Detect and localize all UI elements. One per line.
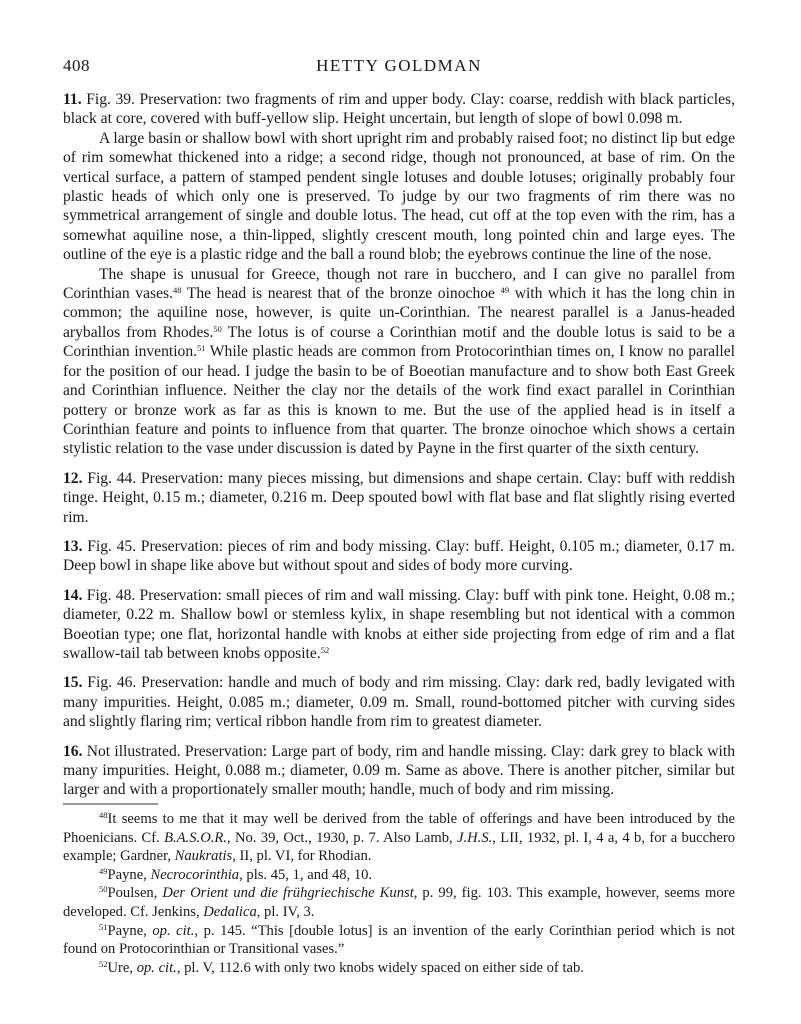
footnote-citation: Naukratis (174, 848, 233, 865)
entry-number: 15. (63, 674, 83, 692)
entry-text: Fig. 48. Preservation: small pieces of rim and wall missing. Clay: buff with pink tone. Height, 0.08 m.; diameter, 0.22 m. Shallow bowl or stemless kylix, in shape resembling but not identical with a common Boeotian type; one flat, horizontal handle with knobs at either side projecting from edge of rim and a flat swallow-tail tab between knobs opposite. (63, 586, 735, 662)
footnote-mark: 50 (99, 884, 108, 895)
entry-text: Fig. 39. Preservation: two fragments of rim and upper body. Clay: coarse, reddish with black particles, black at core, covered with buff-yellow slip. Height uncertain, but length of slope of bowl 0.098 m. (63, 91, 735, 128)
footnote-citation: Necrocorinthia (150, 866, 240, 883)
footnote-text: , No. 39, Oct., 1930, p. 7. Also Lamb, (226, 829, 458, 846)
running-title: HETTY GOLDMAN (316, 56, 482, 75)
catalog-entry-13 (63, 537, 735, 576)
entry-number: 13. (63, 537, 83, 555)
entry-14-description (63, 586, 735, 664)
footnote-text: It seems to me that it may well be derived from the table of offerings and have been introduced by the Phoenicians. Cf. (63, 811, 735, 846)
footnote-citation: Dedalica (203, 903, 257, 920)
paragraph-text: The head is nearest that of the bronze oinochoe (181, 285, 501, 303)
footnotes (63, 810, 735, 977)
footnote-text: Poulsen, (107, 885, 163, 902)
catalog-entry-16 (63, 742, 735, 800)
footnote-mark: 48 (99, 810, 108, 820)
entry-11-description (63, 90, 735, 129)
footnote-text: Payne, (107, 866, 151, 883)
footnote-citation: op. cit. (152, 922, 195, 939)
footnote-citation: B.A.S.O.R. (164, 829, 227, 846)
footnote-text: Ure, (107, 959, 137, 976)
running-header (63, 56, 735, 80)
main-text (63, 90, 735, 800)
footnote-text: , p. 99, fig. 103. This example, however, seems more developed. Cf. Jenkins, (63, 885, 736, 920)
catalog-entry-11 (63, 90, 735, 459)
footnote-text: , pl. IV, 3. (256, 903, 315, 920)
footnote-51 (63, 922, 735, 959)
footnote-ref-50[interactable]: 50 (213, 323, 222, 334)
footnote-text: , II, pl. VI, for Rhodian. (232, 848, 372, 865)
footnote-text: Payne, (107, 922, 153, 939)
entry-text: Fig. 45. Preservation: pieces of rim and body missing. Clay: buff. Height, 0.105 m.; diameter, 0.17 m. Deep bowl in shape like above but without spout and sides of body more curving. (63, 537, 735, 575)
footnote-text: , pls. 45, 1, and 48, 10. (239, 866, 373, 883)
paragraph-text: with which it has the long chin in common; the aquiline nose, however, is quite un-Corinthian. The nearest parallel is a Janus-headed aryballos from Rhodes. (63, 285, 735, 341)
entry-number: 14. (63, 586, 83, 604)
entry-text: Fig. 46. Preservation: handle and much of body and rim missing. Clay: dark red, badly levigated with many impurities. Height, 0.085 m.; diameter, 0.09 m. Small, round-bottomed pitcher with curving sides and slightly flaring rim; vertical ribbon handle from rim to greatest diameter. (63, 674, 735, 731)
entry-13-description (63, 537, 735, 576)
entry-number: 12. (63, 469, 83, 487)
catalog-entry-14 (63, 586, 735, 664)
footnote-ref-52[interactable]: 52 (320, 644, 330, 655)
entry-11-paragraph-2 (63, 265, 735, 459)
footnote-ref-49[interactable]: 49 (500, 285, 510, 296)
paragraph-text: The lotus is of course a Corinthian motif and the double lotus is said to be a Corinthian invention. (63, 323, 735, 361)
footnote-mark: 49 (99, 865, 108, 876)
catalog-entry-15 (63, 673, 735, 731)
footnote-mark: 52 (99, 958, 108, 969)
paragraph-text: While plastic heads are common from Protocorinthian times on, I know no parallel for the position of our head. I judge the basin to be of Boeotian manufacture and to show both East Greek and Corinthian influence. Neither the clay nor the details of the work find exact parallel in Corinthian pottery or bronze work as far as this is known to me. But the use of the applied head is in itself a Corinthian feature and points to influence from that quarter. The bronze oinochoe which shows a certain stylistic relation to the vase under discussion is dated by Payne in the first quarter of the sixth century. (63, 343, 735, 458)
entry-12-description (63, 469, 735, 527)
footnote-text: , LII, 1932, pl. I, 4 a, 4 b, for a bucchero example; Gardner, (63, 829, 736, 865)
entry-number: 16. (63, 742, 83, 760)
entry-11-paragraph-1: A large basin or shallow bowl with short upright rim and probably raised foot; no distinct lip but edge of rim somewhat thickened into a ridge; a second ridge, though not pronounced, at base of rim. On the vertical surface, a pattern of stamped pendent single lotuses and double lotuses; originally probably four plastic heads of which only one is preserved. To judge by our two fragments of rim there was no symmetrical arrangement of single and double lotus. The head, cut off at the top even with the rim, has a somewhat aquiline nose, a thin-lipped, slightly crescent mouth, long pointed chin and large eyes. The outline of the eye is a plastic ridge and the ball a round blob; the eyebrows continue the line of the nose. (63, 129, 735, 264)
footnote-text: , pl. V, 112.6 with only two knobs widely spaced on either side of tab. (176, 959, 584, 976)
footnote-52 (63, 959, 735, 978)
footnote-mark: 51 (99, 921, 108, 932)
entry-text: Not illustrated. Preservation: Large part of body, rim and handle missing. Clay: dark grey to black with many impurities. Height, 0.088 m.; diameter, 0.09 m. Same as above. There is another pitcher, similar but larger and with a proportionately smaller mouth; handle, much of body and rim missing. (63, 742, 735, 799)
entry-text: Fig. 44. Preservation: many pieces missing, but dimensions and shape certain. Clay: buff with reddish tinge. Height, 0.15 m.; diameter, 0.216 m. Deep spouted bowl with flat base and flat slightly rising everted rim. (63, 469, 735, 526)
paragraph-text: The shape is unusual for Greece, though not rare in bucchero, and I can give no parallel from Corinthian vases. (63, 265, 735, 303)
footnote-citation: Der Orient und die frühgriechische Kunst (162, 885, 414, 902)
footnote-citation: op. cit. (136, 959, 177, 976)
footnote-50 (63, 884, 735, 921)
footnote-48 (63, 810, 735, 866)
footnote-ref-51[interactable]: 51 (197, 343, 206, 354)
page-number: 408 (63, 56, 90, 75)
footnote-citation: J.H.S. (457, 829, 493, 846)
footnote-text: , p. 145. “This [double lotus] is an invention of the early Corinthian period which is not found on Protocorinthian or Transitional vases.” (63, 922, 735, 958)
footnote-49 (63, 866, 735, 885)
entry-number: 11. (63, 91, 82, 108)
entry-15-description (63, 673, 735, 731)
footnote-ref-48[interactable]: 48 (173, 285, 182, 296)
footnote-divider (63, 803, 735, 805)
catalog-entry-12 (63, 469, 735, 527)
entry-16-description (63, 742, 735, 800)
